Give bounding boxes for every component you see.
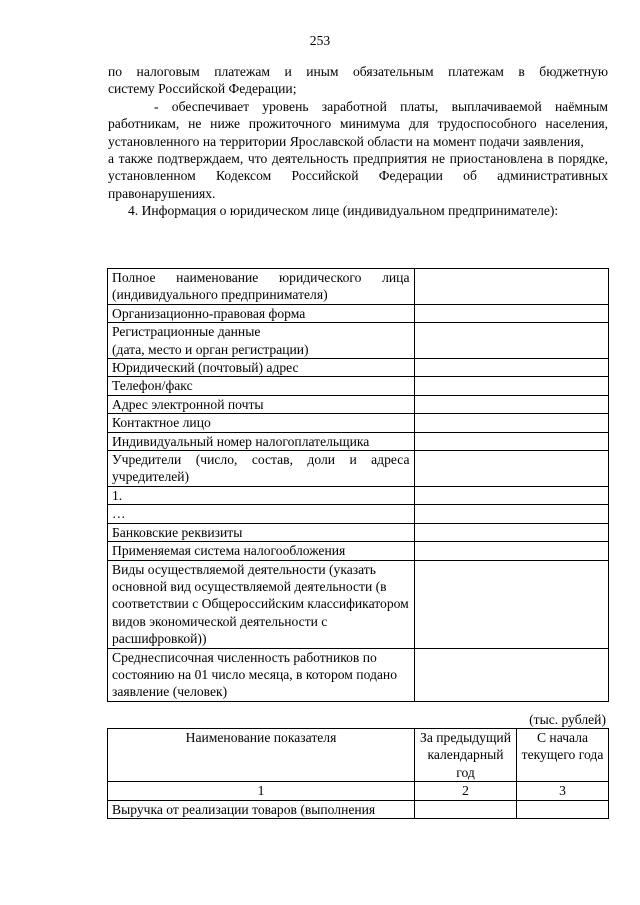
- legal-entity-info-table: [107, 268, 609, 702]
- table-row: [108, 800, 609, 818]
- field-label: Регистрационные данные (дата, место и орган регистрации): [108, 323, 415, 359]
- field-label: Организационно-правовая форма: [108, 304, 415, 322]
- paragraph-tax-line2: систему Российской Федерации;: [108, 81, 297, 97]
- column-header-previous-year: За предыдущий календарный год: [415, 729, 517, 782]
- table-row: [108, 359, 609, 377]
- financial-indicators-table: [107, 728, 609, 819]
- table-row: [108, 451, 609, 487]
- field-value[interactable]: [414, 523, 609, 541]
- table-row: [108, 560, 609, 648]
- field-label: Применяемая система налогообложения: [108, 542, 415, 560]
- field-value[interactable]: [414, 451, 609, 487]
- field-value[interactable]: [414, 505, 609, 523]
- field-value[interactable]: [414, 269, 609, 305]
- field-value[interactable]: [414, 304, 609, 322]
- page-number: 253: [309, 33, 331, 48]
- field-value[interactable]: [414, 542, 609, 560]
- paragraph-info-heading: 4. Информация о юридическом лице (индивидуальном предпринимателе):: [128, 203, 559, 219]
- body-text: [108, 63, 608, 220]
- field-value[interactable]: [414, 359, 609, 377]
- field-label: …: [108, 505, 415, 523]
- field-label: Полное наименование юридического лица (индивидуального предпринимателя): [108, 269, 415, 305]
- table-row: [108, 486, 609, 504]
- field-value[interactable]: [415, 800, 517, 818]
- units-label: (тыс. рублей): [529, 712, 606, 727]
- field-label: Индивидуальный номер налогоплательщика: [108, 432, 415, 450]
- table-row: [108, 542, 609, 560]
- field-label: Банковские реквизиты: [108, 523, 415, 541]
- column-number: 1: [108, 782, 415, 800]
- field-value[interactable]: [414, 648, 609, 701]
- table-row: [108, 648, 609, 701]
- field-label: Контактное лицо: [108, 414, 415, 432]
- table-row: [108, 505, 609, 523]
- column-number: 3: [517, 782, 609, 800]
- field-label: Среднесписочная численность работников по состоянию на 01 число месяца, в котором подано заявление (человек): [108, 648, 415, 701]
- table-row: [108, 432, 609, 450]
- field-value[interactable]: [517, 800, 609, 818]
- column-header-current-year: С начала текущего года: [517, 729, 609, 782]
- column-header-indicator: Наименование показателя: [108, 729, 415, 782]
- field-value[interactable]: [414, 323, 609, 359]
- paragraph-wages: - обеспечивает уровень заработной платы, выплачиваемой наёмным работникам, не ниже прожиточного минимума для трудоспособного населения, установленного на территории Ярославской области на момент подачи заявления,: [108, 98, 608, 149]
- table-header-row: [108, 729, 609, 782]
- field-value[interactable]: [414, 486, 609, 504]
- table-row: [108, 377, 609, 395]
- table-row: [108, 269, 609, 305]
- table-row: [108, 304, 609, 322]
- field-label: 1.: [108, 486, 415, 504]
- table-row: [108, 523, 609, 541]
- field-label: Виды осуществляемой деятельности (указать основной вид осуществляемой деятельности (в соответствии с Общероссийским классификатором видов экономической деятельности с расшифровкой)): [108, 560, 415, 648]
- field-value[interactable]: [414, 395, 609, 413]
- field-label: Юридический (почтовый) адрес: [108, 359, 415, 377]
- field-value[interactable]: [414, 560, 609, 648]
- table-row: [108, 782, 609, 800]
- field-label: Адрес электронной почты: [108, 395, 415, 413]
- field-label: Учредители (число, состав, доли и адреса учредителей): [108, 451, 415, 487]
- paragraph-tax-line1: по налоговым платежам и иным обязательным платежам в бюджетную: [108, 64, 608, 79]
- field-label: Телефон/факс: [108, 377, 415, 395]
- field-value[interactable]: [414, 432, 609, 450]
- indicator-label: Выручка от реализации товаров (выполнения: [108, 800, 415, 818]
- table-row: [108, 395, 609, 413]
- paragraph-activity: а также подтверждаем, что деятельность предприятия не приостановлена в порядке, установленном Кодексом Российской Федерации об административных правонарушениях.: [108, 151, 608, 201]
- column-number: 2: [415, 782, 517, 800]
- field-value[interactable]: [414, 414, 609, 432]
- table-row: [108, 323, 609, 359]
- field-value[interactable]: [414, 377, 609, 395]
- table-row: [108, 414, 609, 432]
